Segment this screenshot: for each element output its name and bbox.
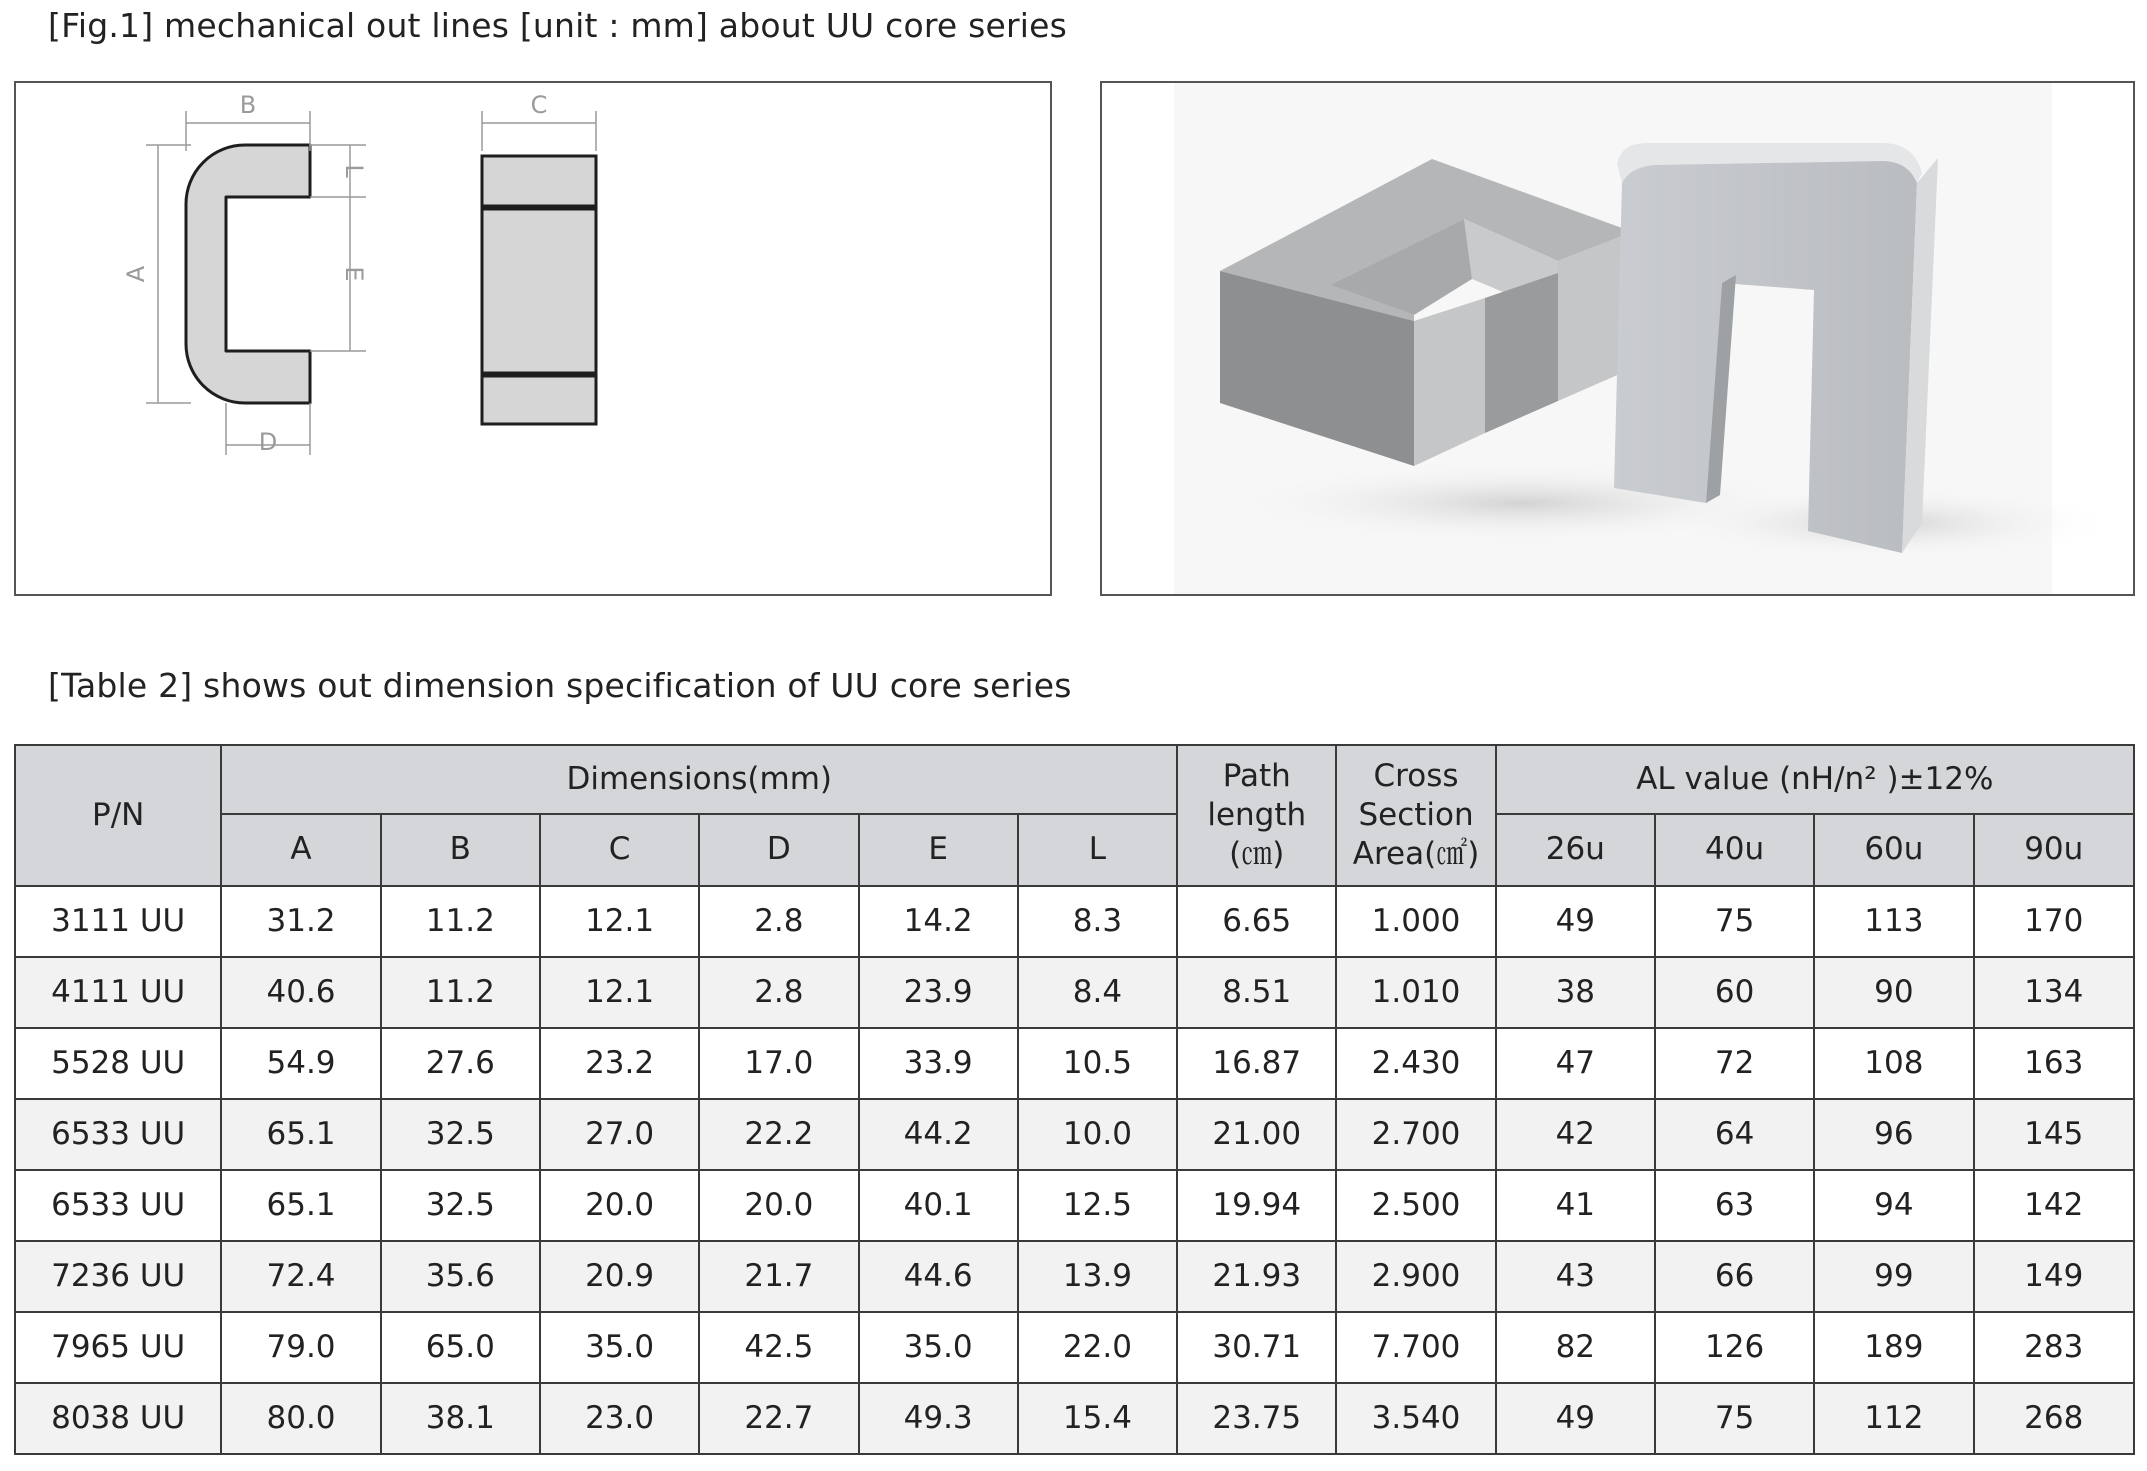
- header-dim-c: C: [540, 814, 699, 886]
- table-caption: [Table 2] shows out dimension specification of UU core series: [48, 666, 1072, 705]
- table-cell: 72: [1655, 1028, 1814, 1099]
- table-row: [15, 1099, 2134, 1170]
- table-cell: 35.0: [540, 1312, 699, 1383]
- table-cell: 7.700: [1336, 1312, 1495, 1383]
- table-cell: 21.7: [699, 1241, 858, 1312]
- table-cell: 21.93: [1177, 1241, 1336, 1312]
- table-cell: 32.5: [381, 1170, 540, 1241]
- table-cell: 15.4: [1018, 1383, 1177, 1454]
- table-cell: 2.430: [1336, 1028, 1495, 1099]
- part-number-cell: 3111 UU: [15, 886, 221, 957]
- dimension-label-b: B: [239, 91, 257, 119]
- table-cell: 54.9: [221, 1028, 380, 1099]
- header-al-90u: 90u: [1974, 814, 2134, 886]
- table-body: [15, 886, 2134, 1454]
- table-cell: 35.6: [381, 1241, 540, 1312]
- table-cell: 32.5: [381, 1099, 540, 1170]
- table-cell: 10.0: [1018, 1099, 1177, 1170]
- table-cell: 49: [1496, 886, 1655, 957]
- table-cell: 38: [1496, 957, 1655, 1028]
- table-row: [15, 957, 2134, 1028]
- table-cell: 22.0: [1018, 1312, 1177, 1383]
- uu-core-3d-render: [1102, 83, 2133, 594]
- header-al-26u: 26u: [1496, 814, 1655, 886]
- table-cell: 126: [1655, 1312, 1814, 1383]
- table-cell: 134: [1974, 957, 2134, 1028]
- table-cell: 20.0: [540, 1170, 699, 1241]
- table-cell: 23.75: [1177, 1383, 1336, 1454]
- table-cell: 44.6: [859, 1241, 1018, 1312]
- table-row: [15, 1241, 2134, 1312]
- part-number-cell: 7236 UU: [15, 1241, 221, 1312]
- dimension-label-e: E: [340, 266, 368, 282]
- table-cell: 27.0: [540, 1099, 699, 1170]
- table-cell: 21.00: [1177, 1099, 1336, 1170]
- header-dim-b: B: [381, 814, 540, 886]
- header-path-length: Path length (㎝): [1177, 745, 1336, 886]
- table-cell: 6.65: [1177, 886, 1336, 957]
- table-cell: 65.1: [221, 1099, 380, 1170]
- header-cross-section-area: Cross Section Area(㎠): [1336, 745, 1495, 886]
- uu-core-spec-table: [14, 744, 2135, 1455]
- table-cell: 63: [1655, 1170, 1814, 1241]
- table-cell: 2.500: [1336, 1170, 1495, 1241]
- table-cell: 283: [1974, 1312, 2134, 1383]
- table-cell: 44.2: [859, 1099, 1018, 1170]
- table-row: [15, 886, 2134, 957]
- table-cell: 80.0: [221, 1383, 380, 1454]
- table-cell: 11.2: [381, 957, 540, 1028]
- table-row: [15, 1170, 2134, 1241]
- header-al-40u: 40u: [1655, 814, 1814, 886]
- table-cell: 113: [1814, 886, 1973, 957]
- table-cell: 49.3: [859, 1383, 1018, 1454]
- header-dim-a: A: [221, 814, 380, 886]
- part-number-cell: 6533 UU: [15, 1170, 221, 1241]
- uu-core-render-panel: [1100, 81, 2135, 596]
- table-cell: 79.0: [221, 1312, 380, 1383]
- table-cell: 42.5: [699, 1312, 858, 1383]
- header-dim-l: L: [1018, 814, 1177, 886]
- table-cell: 40.6: [221, 957, 380, 1028]
- table-cell: 13.9: [1018, 1241, 1177, 1312]
- table-cell: 23.2: [540, 1028, 699, 1099]
- part-number-cell: 8038 UU: [15, 1383, 221, 1454]
- part-number-cell: 5528 UU: [15, 1028, 221, 1099]
- dimension-label-d: D: [258, 428, 278, 456]
- u-core-front-view: [482, 156, 596, 424]
- figure-caption: [Fig.1] mechanical out lines [unit : mm] about UU core series: [48, 6, 1067, 45]
- table-cell: 108: [1814, 1028, 1973, 1099]
- table-cell: 112: [1814, 1383, 1973, 1454]
- table-cell: 99: [1814, 1241, 1973, 1312]
- table-cell: 3.540: [1336, 1383, 1495, 1454]
- table-cell: 14.2: [859, 886, 1018, 957]
- table-row: [15, 1312, 2134, 1383]
- table-cell: 65.1: [221, 1170, 380, 1241]
- part-number-cell: 6533 UU: [15, 1099, 221, 1170]
- table-cell: 30.71: [1177, 1312, 1336, 1383]
- dimension-label-a: A: [122, 265, 150, 283]
- table-cell: 11.2: [381, 886, 540, 957]
- table-cell: 82: [1496, 1312, 1655, 1383]
- table-cell: 35.0: [859, 1312, 1018, 1383]
- table-cell: 72.4: [221, 1241, 380, 1312]
- table-cell: 16.87: [1177, 1028, 1336, 1099]
- header-al-60u: 60u: [1814, 814, 1973, 886]
- u-core-outline: [186, 145, 310, 403]
- table-cell: 1.010: [1336, 957, 1495, 1028]
- header-dim-d: D: [699, 814, 858, 886]
- table-cell: 49: [1496, 1383, 1655, 1454]
- dimension-label-c: C: [530, 91, 548, 119]
- table-cell: 142: [1974, 1170, 2134, 1241]
- table-cell: 27.6: [381, 1028, 540, 1099]
- table-cell: 31.2: [221, 886, 380, 957]
- table-cell: 145: [1974, 1099, 2134, 1170]
- table-cell: 8.3: [1018, 886, 1177, 957]
- table-cell: 65.0: [381, 1312, 540, 1383]
- table-cell: 20.9: [540, 1241, 699, 1312]
- dimension-label-l: L: [340, 164, 368, 178]
- table-cell: 163: [1974, 1028, 2134, 1099]
- mechanical-drawing: [16, 83, 1050, 594]
- header-al-value: AL value (nH/n² )±12%: [1496, 745, 2134, 814]
- table-cell: 268: [1974, 1383, 2134, 1454]
- table-cell: 2.8: [699, 957, 858, 1028]
- table-cell: 75: [1655, 886, 1814, 957]
- table-cell: 20.0: [699, 1170, 858, 1241]
- table-cell: 96: [1814, 1099, 1973, 1170]
- table-cell: 2.700: [1336, 1099, 1495, 1170]
- table-cell: 60: [1655, 957, 1814, 1028]
- table-cell: 8.4: [1018, 957, 1177, 1028]
- table-cell: 1.000: [1336, 886, 1495, 957]
- table-cell: 2.900: [1336, 1241, 1495, 1312]
- table-cell: 22.7: [699, 1383, 858, 1454]
- table-cell: 22.2: [699, 1099, 858, 1170]
- table-cell: 189: [1814, 1312, 1973, 1383]
- table-cell: 66: [1655, 1241, 1814, 1312]
- table-cell: 33.9: [859, 1028, 1018, 1099]
- header-dim-e: E: [859, 814, 1018, 886]
- table-cell: 38.1: [381, 1383, 540, 1454]
- table-cell: 12.1: [540, 886, 699, 957]
- table-cell: 23.9: [859, 957, 1018, 1028]
- table-cell: 19.94: [1177, 1170, 1336, 1241]
- part-number-cell: 4111 UU: [15, 957, 221, 1028]
- table-cell: 47: [1496, 1028, 1655, 1099]
- mechanical-drawing-panel: [14, 81, 1052, 596]
- table-cell: 41: [1496, 1170, 1655, 1241]
- table-cell: 149: [1974, 1241, 2134, 1312]
- table-cell: 170: [1974, 886, 2134, 957]
- header-pn: P/N: [15, 745, 221, 886]
- table-cell: 90: [1814, 957, 1973, 1028]
- table-cell: 23.0: [540, 1383, 699, 1454]
- table-row: [15, 1028, 2134, 1099]
- header-dimensions: Dimensions(mm): [221, 745, 1177, 814]
- table-cell: 10.5: [1018, 1028, 1177, 1099]
- table-cell: 75: [1655, 1383, 1814, 1454]
- table-cell: 64: [1655, 1099, 1814, 1170]
- table-cell: 94: [1814, 1170, 1973, 1241]
- table-cell: 43: [1496, 1241, 1655, 1312]
- table-cell: 2.8: [699, 886, 858, 957]
- table-cell: 42: [1496, 1099, 1655, 1170]
- table-cell: 12.1: [540, 957, 699, 1028]
- table-cell: 8.51: [1177, 957, 1336, 1028]
- table-cell: 17.0: [699, 1028, 858, 1099]
- table-cell: 12.5: [1018, 1170, 1177, 1241]
- table-cell: 40.1: [859, 1170, 1018, 1241]
- table-row: [15, 1383, 2134, 1454]
- part-number-cell: 7965 UU: [15, 1312, 221, 1383]
